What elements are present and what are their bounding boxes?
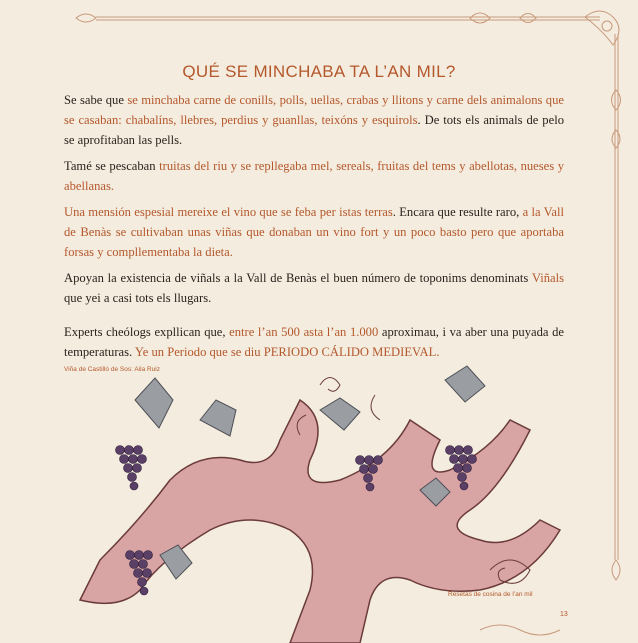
text-span: Tamé se pescaban bbox=[64, 159, 160, 173]
text-span: Apoyan la existencia de viñals a la Vall de Benàs el buen número de toponims denominats bbox=[64, 271, 532, 285]
highlight-span: entre l’an 500 asta l’an 1.000 bbox=[229, 325, 379, 339]
grape-bunch-icon bbox=[116, 446, 147, 491]
grapevine-illustration bbox=[60, 360, 580, 643]
highlight-span: Ye un Periodo que se diu PERIODO CÁLIDO MEDIEVAL. bbox=[134, 345, 440, 359]
text-span: aproximau, i va aber una puyada de temperaturas. bbox=[64, 325, 564, 359]
vine-trunk bbox=[80, 400, 560, 643]
paragraph-1 bbox=[64, 90, 564, 150]
paragraph-3 bbox=[64, 202, 564, 262]
leaf-icon bbox=[445, 366, 485, 402]
paragraph-4 bbox=[64, 268, 564, 308]
highlight-span: Una mensión espesial mereixe el vino que se feba per istas terras bbox=[64, 205, 393, 219]
text-span: . De tots els animals de pelo se aprofitaban las pells. bbox=[64, 113, 564, 147]
article-body bbox=[64, 90, 564, 368]
text-span: que yei a casi tots els llugars. bbox=[64, 291, 212, 305]
book-footer: Resetas de cosina de l’an mil bbox=[448, 591, 533, 598]
text-span: Experts cheólogs expllican que, bbox=[64, 325, 230, 339]
paragraph-2 bbox=[64, 156, 564, 196]
highlight-span: se minchaba carne de conills, polls, uellas, crabas y llitons y carne dels animalons que se casaban: chabalíns, llebres, perdius y guanllas, teixóns y esquirols bbox=[64, 93, 564, 127]
leaf-icon bbox=[320, 398, 360, 430]
highlight-span: truitas del riu y se repllegaba mel, sereals, fruitas del tems y abellotas, nueses y abellanas. bbox=[64, 159, 565, 193]
leaf-icon bbox=[135, 378, 173, 428]
text-span: . Encara que resulte raro, bbox=[392, 205, 523, 219]
illustration-caption: Viña de Castilló de Sos: Aila Ruiz bbox=[64, 366, 160, 373]
highlight-span: Viñals bbox=[531, 271, 564, 285]
text-span: Se sabe que bbox=[64, 93, 128, 107]
paragraph-5 bbox=[64, 322, 564, 362]
highlight-span: a la Vall de Benàs se cultivaban unas viñas que donaban un vino fort y un poco basto pero que aportaba forsas y compllementaba la dieta. bbox=[64, 205, 564, 259]
page-number: 13 bbox=[560, 611, 568, 618]
page-title: QUÉ SE MINCHABA TA L’AN MIL? bbox=[182, 62, 456, 81]
leaf-icon bbox=[200, 400, 236, 436]
